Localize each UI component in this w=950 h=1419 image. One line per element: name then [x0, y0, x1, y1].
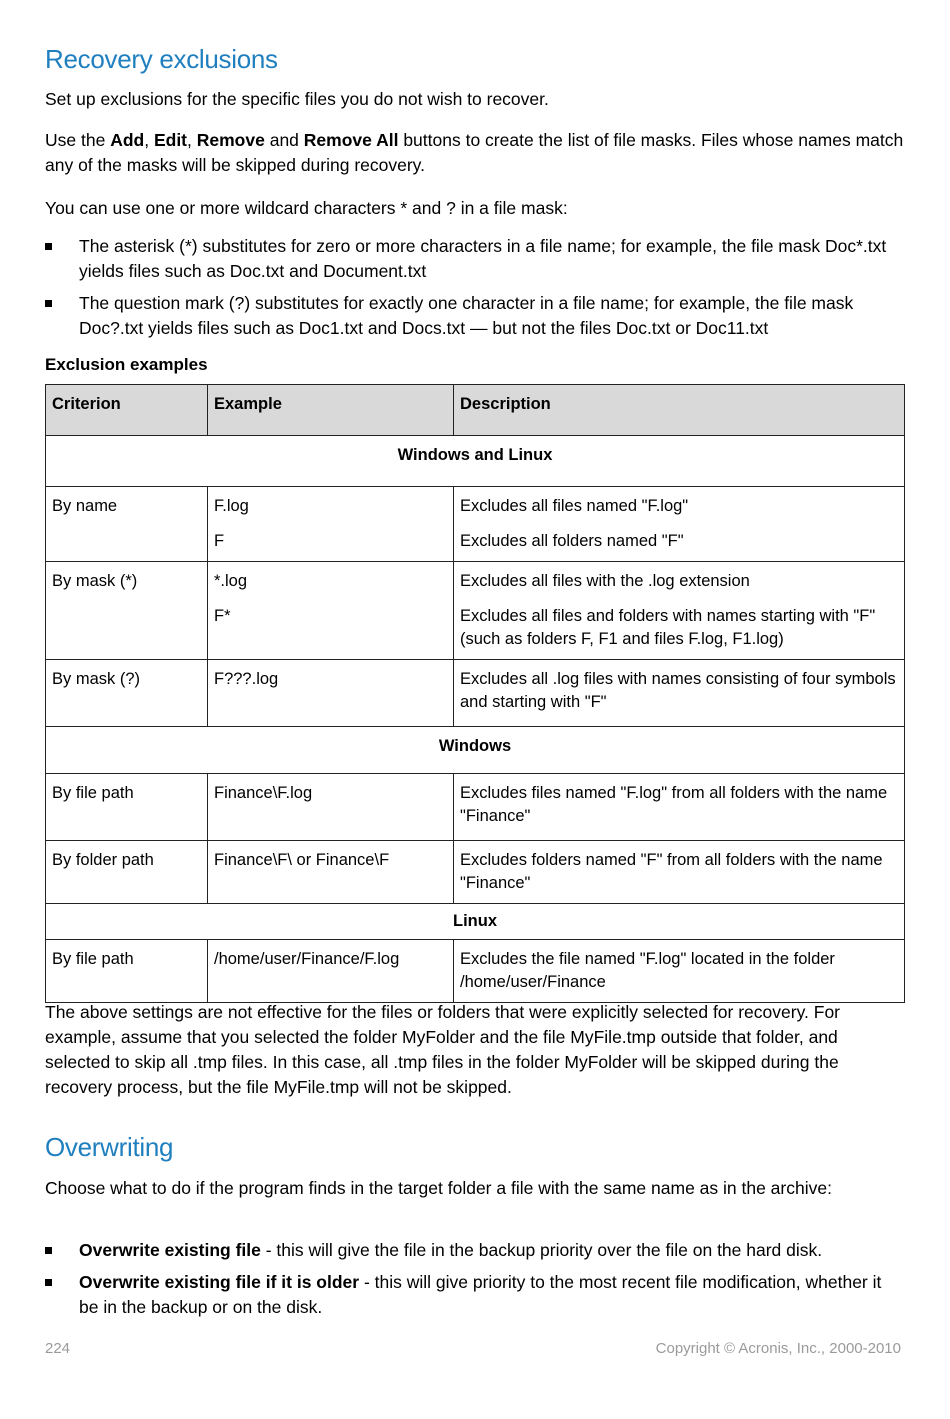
buttons-paragraph — [45, 128, 905, 178]
criterion-cell: By folder path — [46, 841, 208, 904]
table-row — [46, 774, 905, 841]
group-label: Windows — [46, 727, 905, 774]
wildcard-intro: You can use one or more wildcard characters * and ? in a file mask: — [45, 198, 568, 218]
heading-overwriting: Overwriting — [45, 1132, 174, 1162]
description-cell: Excludes all .log files with names consisting of four symbols and starting with "F" — [454, 660, 905, 727]
remove-all-label: Remove All — [303, 130, 399, 150]
example-cell: Finance\F\ or Finance\F — [208, 841, 454, 904]
example-text: F* — [214, 607, 231, 625]
description-cell — [454, 487, 905, 562]
criterion-cell: By mask (?) — [46, 660, 208, 727]
example-text: F.log — [214, 497, 249, 515]
description-text: Excludes all files named "F.log" — [460, 497, 689, 515]
column-header-example: Example — [208, 385, 454, 436]
note-paragraph: The above settings are not effective for the files or folders that were explicitly selected for recovery. For example, assume that you selected the folder MyFolder and the file MyFile.tmp outside that folder, and selected to skip all .tmp files. In this case, all .tmp files in the folder MyFolder will be skipped during the recovery process, but the file MyFile.tmp will not be skipped. — [45, 1002, 841, 1097]
group-label: Linux — [46, 904, 905, 940]
text: buttons to create the list of file masks. Files whose names match any of the masks will be skipped during recovery. — [45, 130, 904, 175]
description-cell: Excludes the file named "F.log" located in the folder /home/user/Finance — [454, 940, 905, 1003]
square-bullet-icon — [45, 1247, 52, 1254]
overwriting-options-list — [45, 1238, 905, 1327]
table-header-row — [46, 385, 905, 436]
description-text: Excludes all files and folders with names starting with "F" (such as folders F, F1 and files F.log, F1.log) — [460, 607, 876, 648]
table-row — [46, 841, 905, 904]
option-label: Overwrite existing file if it is older — [79, 1272, 360, 1292]
criterion-cell: By file path — [46, 774, 208, 841]
option-description: - this will give the file in the backup priority over the file on the hard disk. — [260, 1240, 823, 1260]
overwriting-intro: Choose what to do if the program finds in the target folder a file with the same name as in the archive: — [45, 1178, 832, 1198]
criterion-cell: By file path — [46, 940, 208, 1003]
description-cell — [454, 562, 905, 660]
text: Use the — [45, 130, 111, 150]
text: , — [144, 130, 154, 150]
text: and — [264, 130, 304, 150]
wildcard-list — [45, 234, 905, 348]
description-text: Excludes all folders named "F" — [460, 532, 684, 550]
group-row — [46, 727, 905, 774]
description-cell: Excludes folders named "F" from all folders with the name "Finance" — [454, 841, 905, 904]
heading-recovery-exclusions: Recovery exclusions — [45, 44, 278, 74]
description-text: Excludes all files with the .log extension — [460, 572, 750, 590]
copyright-notice: Copyright © Acronis, Inc., 2000-2010 — [655, 1340, 901, 1357]
example-cell: F???.log — [208, 660, 454, 727]
example-cell — [208, 487, 454, 562]
square-bullet-icon — [45, 1279, 52, 1286]
example-text: F — [214, 532, 225, 550]
table-row — [46, 562, 905, 660]
table-row — [46, 487, 905, 562]
column-header-description: Description — [454, 385, 905, 436]
column-header-criterion: Criterion — [46, 385, 208, 436]
description-cell: Excludes files named "F.log" from all folders with the name "Finance" — [454, 774, 905, 841]
example-cell — [208, 562, 454, 660]
list-item-text: The asterisk (*) substitutes for zero or more characters in a file name; for example, the file mask Doc*.txt yields files such as Doc.txt and Document.txt — [79, 236, 887, 281]
table-caption: Exclusion examples — [45, 355, 208, 374]
table-row — [46, 660, 905, 727]
group-row — [46, 904, 905, 940]
text: , — [187, 130, 197, 150]
intro-paragraph: Set up exclusions for the specific files you do not wish to recover. — [45, 89, 549, 109]
table-row — [46, 940, 905, 1003]
list-item — [45, 1270, 905, 1320]
criterion-cell: By name — [46, 487, 208, 562]
list-item — [45, 1238, 905, 1263]
list-item — [45, 234, 905, 284]
example-cell: /home/user/Finance/F.log — [208, 940, 454, 1003]
list-item — [45, 291, 905, 341]
example-cell: Finance\F.log — [208, 774, 454, 841]
option-label: Overwrite existing file — [79, 1240, 261, 1260]
square-bullet-icon — [45, 243, 52, 250]
page-number: 224 — [45, 1340, 71, 1357]
group-row — [46, 436, 905, 487]
exclusion-examples-table — [45, 384, 905, 1003]
criterion-cell: By mask (*) — [46, 562, 208, 660]
list-item-text: The question mark (?) substitutes for exactly one character in a file name; for example, the file mask Doc?.txt yields files such as Doc1.txt and Docs.txt — but not the files Doc.txt or Doc11.txt — [79, 293, 854, 338]
option-description: - this will give priority to the most recent file modification, whether it be in the backup or on the disk. — [79, 1272, 882, 1317]
remove-label: Remove — [196, 130, 265, 150]
group-label: Windows and Linux — [46, 436, 905, 487]
example-text: *.log — [214, 572, 248, 590]
square-bullet-icon — [45, 300, 52, 307]
add-label: Add — [110, 130, 145, 150]
edit-label: Edit — [153, 130, 188, 150]
